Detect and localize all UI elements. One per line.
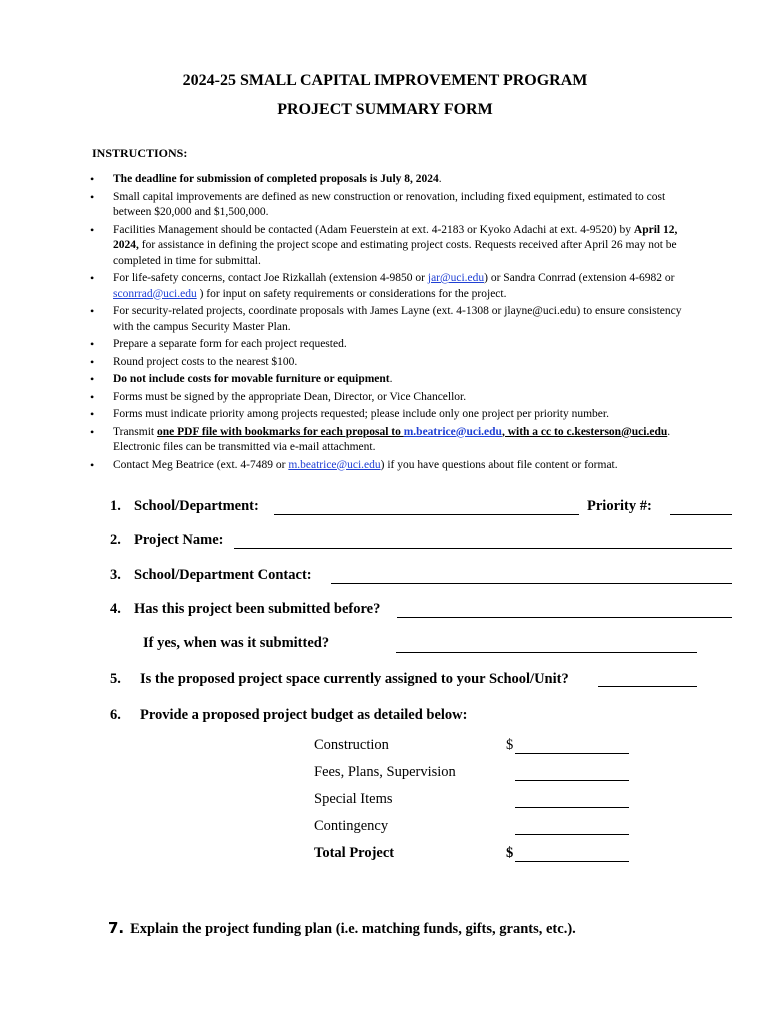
email-link-sconrrad[interactable]: sconrrad@uci.edu: [113, 287, 197, 300]
instruction-item-life-safety: • For life-safety concerns, contact Joe Rizkallah (extension 4-9850 or jar@uci.edu) or Sandra Conrrad (extension 4-6982 or sconrrad@uci.edu ) for input on safety requirements or considerations for the project.: [0, 271, 770, 302]
priority-field[interactable]: [670, 514, 732, 515]
email-link-jar[interactable]: jar@uci.edu: [427, 272, 485, 284]
q6-label: Provide a proposed project budget as detailed below:: [140, 707, 468, 723]
email-link-mbeatrice-2[interactable]: m.beatrice@uci.edu: [288, 458, 381, 471]
budget-special-label: Special Items: [314, 791, 393, 807]
q2-number: 2.: [110, 532, 121, 548]
instructions-heading: INSTRUCTIONS:: [92, 146, 188, 160]
budget-fees-field[interactable]: [515, 780, 629, 781]
instruction-item-security: • For security-related projects, coordinate proposals with James Layne (ext. 4-1308 or jlayne@uci.edu) to ensure consistency with the campus Security Master Plan.: [0, 304, 770, 335]
budget-total-dollar: $: [506, 845, 514, 861]
q1-label: School/Department:: [134, 498, 259, 514]
email-link-mbeatrice[interactable]: m.beatrice@uci.edu: [403, 425, 502, 438]
budget-contingency-label: Contingency: [314, 818, 389, 834]
q1-number: 1.: [110, 498, 121, 514]
budget-special-field[interactable]: [515, 807, 629, 808]
instruction-item-priority: • Forms must indicate priority among projects requested; please include only one project per priority number.: [0, 407, 770, 423]
instruction-item-round-costs: • Round project costs to the nearest $100.: [0, 355, 770, 371]
q3-label: School/Department Contact:: [134, 567, 312, 583]
budget-contingency-field[interactable]: [515, 834, 629, 835]
q2-label: Project Name:: [134, 532, 224, 548]
instruction-item-contact: • Contact Meg Beatrice (ext. 4-7489 or m.beatrice@uci.edu) if you have questions about file content or format.: [0, 458, 770, 474]
submitted-before-field[interactable]: [397, 617, 732, 618]
school-department-field[interactable]: [274, 514, 579, 515]
form-subtitle: PROJECT SUMMARY FORM: [277, 101, 493, 118]
budget-total-field[interactable]: [515, 861, 629, 862]
form-title: 2024-25 SMALL CAPITAL IMPROVEMENT PROGRAM: [182, 72, 588, 89]
space-assigned-field[interactable]: [598, 686, 697, 687]
q4-sub-label: If yes, when was it submitted?: [143, 635, 330, 651]
contact-field[interactable]: [331, 583, 732, 584]
email-link-ckesterson[interactable]: c.kesterson@uci.edu: [566, 425, 668, 438]
q7-label: Explain the project funding plan (i.e. matching funds, gifts, grants, etc.).: [130, 921, 576, 937]
budget-construction-dollar: $: [506, 737, 514, 753]
q5-number: 5.: [110, 671, 121, 687]
q4-number: 4.: [110, 601, 121, 617]
q4-label: Has this project been submitted before?: [134, 601, 381, 617]
q3-number: 3.: [110, 567, 121, 583]
project-name-field[interactable]: [234, 548, 732, 549]
instructions-list: [0, 172, 770, 475]
q7-row: [108, 919, 576, 938]
budget-fees-label: Fees, Plans, Supervision: [314, 764, 456, 780]
priority-label: Priority #:: [587, 498, 652, 514]
q5-label: Is the proposed project space currently assigned to your School/Unit?: [140, 671, 569, 687]
instruction-item-facilities: • Facilities Management should be contacted (Adam Feuerstein at ext. 4-2183 or Kyoko Adachi at ext. 4-9520) by April 12, 2024, for assistance in defining the project scope and estimating project costs. Requests received after April 26 may not be completed in time for submittal.: [0, 223, 770, 270]
budget-construction-field[interactable]: [515, 753, 629, 754]
instruction-item-separate-form: • Prepare a separate form for each project requested.: [0, 337, 770, 353]
budget-construction-label: Construction: [314, 737, 389, 753]
q7-number: 7.: [108, 919, 125, 937]
instruction-item-deadline: • The deadline for submission of completed proposals is July 8, 2024.: [0, 172, 770, 188]
instruction-item-no-furniture: • Do not include costs for movable furniture or equipment.: [0, 372, 770, 388]
budget-total-label: Total Project: [314, 845, 395, 861]
instruction-item-definition: • Small capital improvements are defined as new construction or renovation, including fixed equipment, estimated to cost between $20,000 and $1,500,000.: [0, 190, 770, 221]
instruction-item-transmit: • Transmit one PDF file with bookmarks for each proposal to m.beatrice@uci.edu, with a cc to c.kesterson@uci.edu. Electronic files can be transmitted via e-mail attachment.: [0, 425, 770, 456]
instruction-item-signature: • Forms must be signed by the appropriate Dean, Director, or Vice Chancellor.: [0, 390, 770, 406]
q6-number: 6.: [110, 707, 121, 723]
submitted-when-field[interactable]: [396, 652, 697, 653]
